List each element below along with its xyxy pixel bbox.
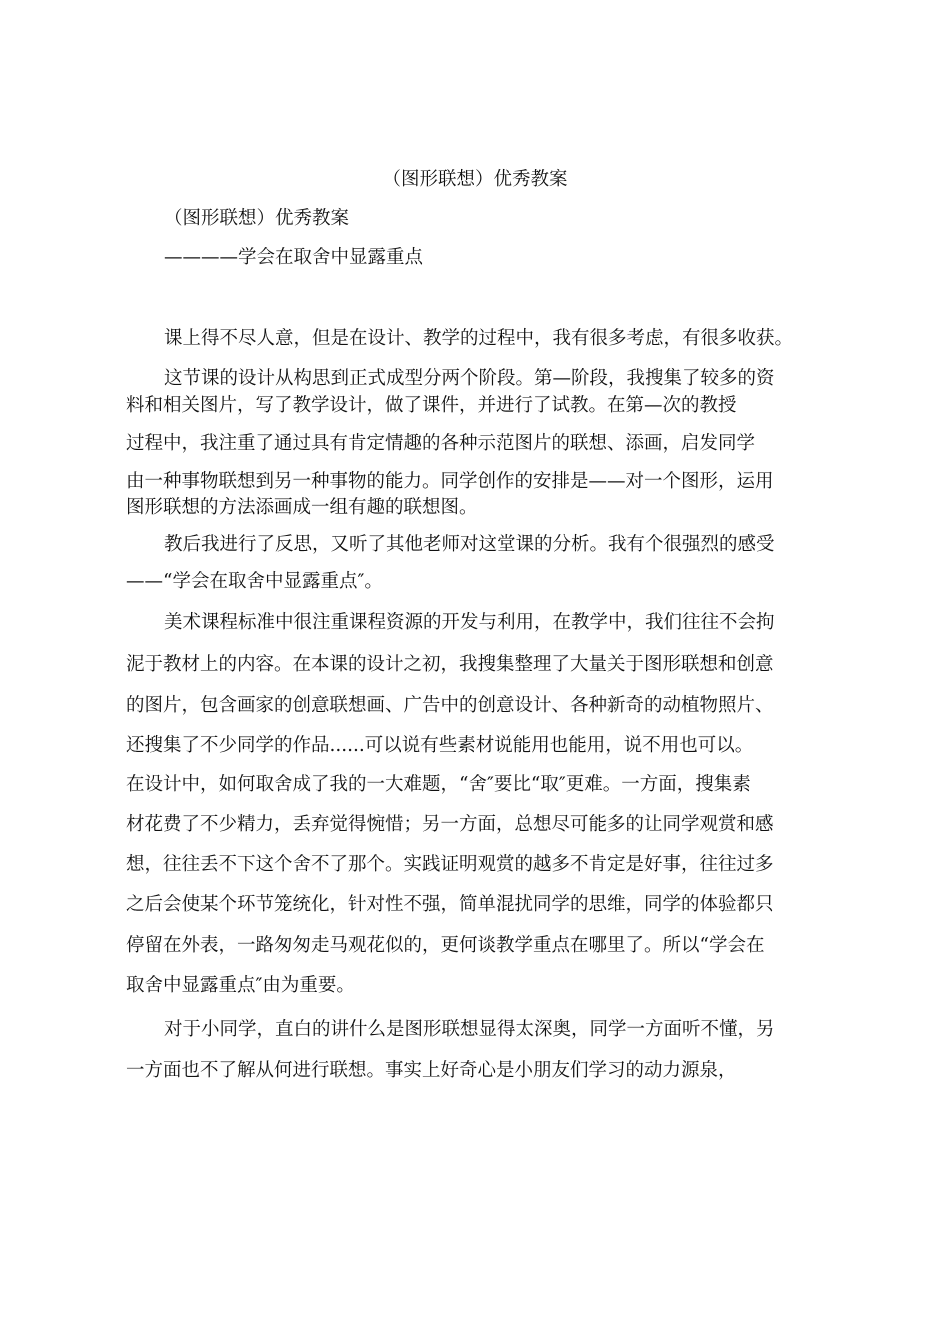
paragraph-line: 在设计中，如何取舍成了我的一大难题，“舍″要比“取″更难。一方面，搜集素 xyxy=(126,774,751,795)
document-title: （图形联想）优秀教案 xyxy=(382,169,568,190)
paragraph-line: 对于小同学，直白的讲什么是图形联想显得太深奥，同学一方面听不懂，另 xyxy=(164,1019,775,1040)
paragraph-line: 由一种事物联想到另一种事物的能力。同学创作的安排是——对一个图形，运用 xyxy=(126,471,774,492)
document-dash-heading: ————学会在取舍中显露重点 xyxy=(164,247,424,268)
paragraph-line: 之后会使某个环节笼统化，针对性不强，简单混扰同学的思维，同学的体验都只 xyxy=(126,894,774,915)
paragraph-line: 一方面也不了解从何进行联想。事实上好奇心是小朋友们学习的动力源泉， xyxy=(126,1060,737,1081)
paragraph-line: 泥于教材上的内容。在本课的设计之初，我搜集整理了大量关于图形联想和创意 xyxy=(126,654,774,675)
paragraph-line: ——“学会在取舍中显露重点″。 xyxy=(126,571,383,592)
paragraph-line: 材花费了不少精力，丢弃觉得惋惜；另一方面，总想尽可能多的让同学观赏和感 xyxy=(126,814,774,835)
paragraph-line: 停留在外表，一路匆匆走马观花似的，更何谈教学重点在哪里了。所以“学会在 xyxy=(126,935,765,956)
paragraph-line: 教后我进行了反思，又听了其他老师对这堂课的分析。我有个很强烈的感受 xyxy=(164,534,775,555)
paragraph-line: 料和相关图片，写了教学设计，做了课件，并进行了试教。在第—次的教授 xyxy=(126,395,737,416)
paragraph-line: 还搜集了不少同学的作品......可以说有些素材说能用也能用，说不用也可以。 xyxy=(126,735,754,756)
paragraph-line: 过程中，我注重了通过具有肯定情趣的各种示范图片的联想、添画，启发同学 xyxy=(126,433,756,454)
paragraph-line: 的图片，包含画家的创意联想画、广告中的创意设计、各种新奇的动植物照片、 xyxy=(126,695,774,716)
paragraph-line: 想，往往丢不下这个舍不了那个。实践证明观赏的越多不肯定是好事，往往过多 xyxy=(126,854,774,875)
paragraph-line: 取舍中显露重点″由为重要。 xyxy=(126,975,355,996)
paragraph-line: 图形联想的方法添画成一组有趣的联想图。 xyxy=(126,497,478,518)
paragraph-line: 美术课程标准中很注重课程资源的开发与利用，在教学中，我们往往不会拘 xyxy=(164,612,775,633)
document-subtitle: （图形联想）优秀教案 xyxy=(164,208,350,229)
paragraph-line: 这节课的设计从构思到正式成型分两个阶段。第—阶段，我搜集了较多的资 xyxy=(164,368,775,389)
paragraph-line: 课上得不尽人意，但是在设计、教学的过程中，我有很多考虑，有很多收获。 xyxy=(164,328,794,349)
